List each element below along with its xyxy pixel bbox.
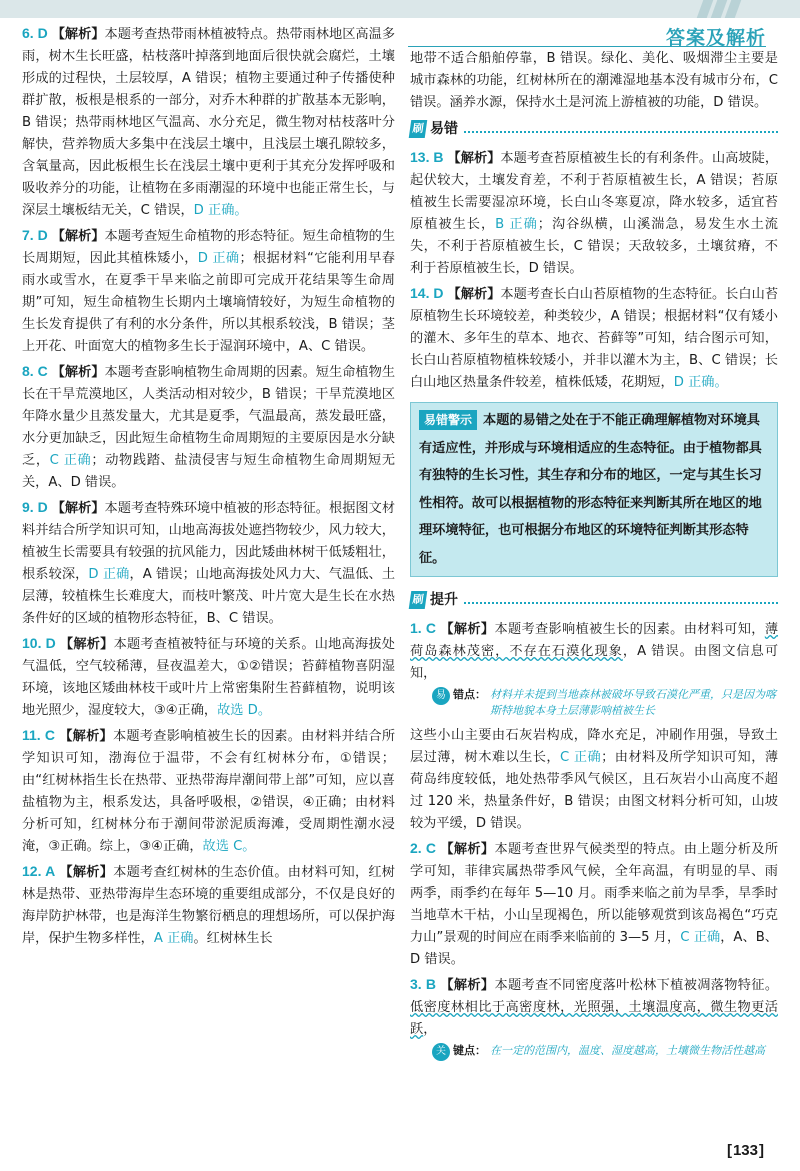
analysis-tag: 【解析】 (51, 229, 105, 244)
answer-12-continued: 地带不适合船舶停靠，B 错误。绿化、美化、吸烟滞尘主要是城市森林的功能，红树林所在的潮滩湿地基本没有城市分布，C 错误。涵养水源，保持水土是河流上游植被的功能，D 错误。 (410, 51, 778, 110)
answer-p3 (410, 973, 778, 1041)
question-number: 13. B (410, 149, 444, 165)
correct-mark: A 正确 (153, 931, 194, 946)
note-text: 材料并未提到当地森林被破坏导致石漠化严重，只是因为喀斯特地貌本身土层薄影响植被生长 (490, 688, 776, 717)
correct-mark: D 正确。 (193, 203, 248, 218)
warning-text: 本题的易错之处在于不能正确理解植物对环境具有适应性，并形成与环境相适应的生态特征。由于植物都具有独特的生长习性，其生存和分布的地区，一定与其生长习性相符。故可以根据植物的形态特征来判断其所在地区的地理环境特征，也可根据分布地区的环境特征判断其形态特征。 (419, 413, 762, 566)
analysis-text: 这些小山主要由石灰岩构成，降水充足，冲刷作用强，导致土层过薄，树木难以生长， (410, 728, 778, 765)
section-badge: 刷 (409, 591, 428, 609)
question-number: 7. D (22, 227, 48, 243)
analysis-tag: 【解析】 (447, 287, 501, 302)
analysis-text: ；沟谷纵横，山溪湍急，易发生水土流失，不利于苔原植被生长，C 错误；天敌较多，土壤贫瘠，不利于苔原植被生长，D 错误。 (410, 217, 778, 276)
section-title: 易错 (430, 121, 458, 137)
analysis-text: 本题考查特殊环境中植被的形态特征。根据图文材料并结合所学知识可知，山地高海拔处遮挡物较少，风力较大，植被生长需要具有较强的抗风能力，因此矮曲林树干低矮粗壮，根系较深， (22, 501, 396, 582)
error-warning-box (410, 402, 778, 577)
analysis-text: 本题考查长白山苔原植物的生态特征。长白山苔原植物生长环境较差，种类较少，A 错误；根据材料“仅有矮小的灌木、多年生的草本、地衣、苔藓等”可知，结合图示可知，长白山苔原植物植株较矮小，并非以灌木为主，B、C 错误；长白山地区热量条件较差，植株低矮，花期短， (410, 287, 779, 390)
answer-12 (22, 860, 395, 950)
chevron-decor (725, 0, 742, 18)
question-number: 8. C (22, 363, 48, 379)
error-point-note (432, 687, 778, 719)
note-icon: 易 (432, 687, 450, 705)
key-phrase: 薄荷岛森林茂密，不存在石漠化现象 (410, 622, 779, 659)
right-column (410, 48, 778, 1067)
question-number: 6. D (22, 25, 48, 41)
answer-p1 (410, 617, 778, 685)
analysis-tag: 【解析】 (440, 842, 495, 857)
answer-p1-continued (410, 725, 778, 835)
question-number: 10. D (22, 635, 56, 651)
analysis-text: ，A、B、D 错误。 (410, 930, 778, 967)
correct-mark: 故选 D。 (217, 703, 272, 718)
analysis-text: 本题考查影响植被生长的因素。由材料可知， (494, 622, 765, 637)
correct-mark: D 正确 (88, 567, 130, 582)
section-badge: 刷 (409, 120, 428, 138)
section-divider (464, 596, 778, 604)
key-point-note (432, 1043, 778, 1061)
analysis-text: 本题考查红树林的生态价值。由材料可知，红树林是热带、亚热带海岸生态环境的重要组成部分，不仅是良好的海岸防护林带，也是海洋生物繁衍栖息的理想场所，可以保护海岸，保护生物多样性， (22, 865, 395, 946)
correct-mark: 故选 C。 (202, 839, 256, 854)
analysis-tag: 【解析】 (51, 365, 105, 380)
question-number: 12. A (22, 863, 56, 879)
note-label: 键点： (453, 1044, 486, 1057)
analysis-text: ；动物践踏、盐渍侵害与短生命植物生命周期短无关，A、D 错误。 (22, 453, 396, 490)
question-number: 14. D (410, 285, 444, 301)
analysis-tag: 【解析】 (440, 622, 495, 637)
analysis-tag: 【解析】 (51, 501, 105, 516)
analysis-text: 本题考查世界气候类型的特点。由上题分析及所学可知，菲律宾属热带季风气候，全年高温，有明显的旱、雨两季，雨季约在每年 5—10 月。雨季来临之前为旱季，旱季时当地草木干枯，小山呈现褐色，所以能够观赏到该岛褐色“巧克力山”景观的时间应在雨季来临前的 3—5 月， (410, 842, 779, 945)
answer-6 (22, 22, 395, 222)
analysis-tag: 【解析】 (447, 151, 501, 166)
note-label: 错点： (453, 688, 486, 701)
correct-mark: D 正确 (197, 251, 240, 266)
answer-p2 (410, 837, 778, 971)
correct-mark: C 正确 (680, 930, 721, 945)
analysis-text: 。红树林生长 (193, 931, 273, 946)
analysis-text: ， (423, 1022, 437, 1037)
correct-mark: B 正确 (495, 217, 538, 232)
analysis-tag: 【解析】 (58, 729, 113, 744)
answer-14 (410, 282, 778, 394)
analysis-tag: 【解析】 (59, 637, 114, 652)
correct-mark: C 正确 (560, 750, 602, 765)
left-column (22, 22, 395, 952)
analysis-text: 本题考查影响植被生长的因素。由材料并结合所学知识可知，渤海位于温带，不会有红树林分布，①错误；由“红树林指生长在热带、亚热带海岸潮间带上部”可知，应以喜盐植物为主，根系发达，具备呼吸根，②错误，④正确；由材料分析可知，红树林分布于潮间带淤泥质海滩，受周期性潮水浸淹，③正确。综上，③④正确， (22, 729, 396, 854)
question-number: 9. D (22, 499, 48, 515)
analysis-text: 本题考查不同密度落叶松林下植被凋落物特征。 (494, 978, 779, 993)
analysis-text: 本题考查影响植物生命周期的因素。短生命植物生长在干旱荒漠地区，人类活动相对较少，B 错误；干旱荒漠地区年降水量少且蒸发量大，尤其是夏季，气温最高，蒸发最旺盛，水分更加缺乏，因此短生命植物生命周期短的主要原因是水分缺乏， (22, 365, 396, 468)
answer-13 (410, 146, 778, 280)
answer-10 (22, 632, 395, 722)
section-divider (464, 125, 778, 133)
analysis-tag: 【解析】 (59, 865, 114, 880)
correct-mark: C 正确 (49, 453, 92, 468)
answer-9 (22, 496, 395, 630)
key-phrase: 低密度林相比于高密度林，光照强，土壤温度高，微生物更活跃 (410, 1000, 778, 1037)
analysis-text: ，A 错误。由图文信息可知， (410, 644, 779, 681)
analysis-text: 本题考查热带雨林植被特点。热带雨林地区高温多雨，树木生长旺盛，枯枝落叶掉落到地面后很快就会腐烂，土壤形成的过程快，土层较厚，A 错误；植物主要通过种子传播使种群扩散，板根是根系的一部分，对乔木种群的扩散基本无影响，B 错误；热带雨林地区气温高、水分充足，微生物对枯枝落叶分解快，营养物质大多集中在浅层土壤中，且浅层土壤孔隙较多，含氧量高，因此板根生长在浅层土壤中更利于其充分发挥呼吸和吸收养分的功能，让植物在多雨潮湿的环境中也能正常生长，与深层土壤板结无关，C 错误， (22, 27, 396, 218)
answer-11 (22, 724, 395, 858)
correct-mark: D 正确。 (673, 375, 728, 390)
analysis-text: 本题考查植被特征与环境的关系。山地高海拔处气温低，空气较稀薄，昼夜温差大，①②错误；苔藓植物喜阴湿环境，该地区矮曲林枝干或叶片上常密集附生苔藓植物，说明该地光照少，湿度较大，③④正确， (22, 637, 395, 718)
analysis-text: 本题考查苔原植被生长的有利条件。山高坡陡，起伏较大，土壤发育差，不利于苔原植被生长，A 错误；苔原植被生长需要湿凉环境，长白山冬寒夏凉，降水较多，适宜苔原植被生长， (410, 151, 779, 232)
analysis-text: 本题考查短生命植物的形态特征。短生命植物的生长周期短，因此其植株矮小， (22, 229, 396, 266)
top-decor-bar (0, 0, 800, 18)
page-number: [ 133 ] (727, 1142, 764, 1159)
analysis-text: ；由材料及所学知识可知，薄荷岛纬度较低，地处热带季风气候区，且石灰岩小山高度不超过 120 米，热量条件好，B 错误；由图文材料分析可知，山坡较为平缓，D 错误。 (410, 750, 779, 831)
question-number: 3. B (410, 976, 437, 992)
page-header-title: 答案及解析 (665, 27, 766, 49)
question-number: 1. C (410, 620, 437, 636)
question-number: 2. C (410, 840, 437, 856)
analysis-tag: 【解析】 (51, 27, 105, 42)
analysis-text: ；根据材料“它能利用早春雨水或雪水，在夏季干旱来临之前即可完成开花结果等生命周期”可知，短生命植物生长期内土壤墒情较好，为短生命植物的生长发育提供了有利的水分条件，所以其根系较浅，B 错误；茎上开花、叶面宽大的植物多生长于湿润环境中，A、C 错误。 (22, 251, 395, 354)
section-improve (410, 589, 778, 611)
section-error-prone (410, 118, 778, 140)
note-text: 在一定的范围内，温度、湿度越高，土壤微生物活性越高 (490, 1044, 765, 1057)
answer-8 (22, 360, 395, 494)
answer-7 (22, 224, 395, 358)
question-number: 11. C (22, 727, 55, 743)
note-icon: 关 (432, 1043, 450, 1061)
analysis-text: ，A 错误；山地高海拔处风力大、气温低、土层薄，较植株生长难度大，而枝叶繁茂、叶片宽大是生长在水热条件好的区域的植物形态特征，B、C 错误。 (22, 567, 396, 626)
analysis-tag: 【解析】 (440, 978, 495, 993)
warning-tag: 易错警示 (419, 410, 477, 430)
section-title: 提升 (430, 592, 458, 608)
